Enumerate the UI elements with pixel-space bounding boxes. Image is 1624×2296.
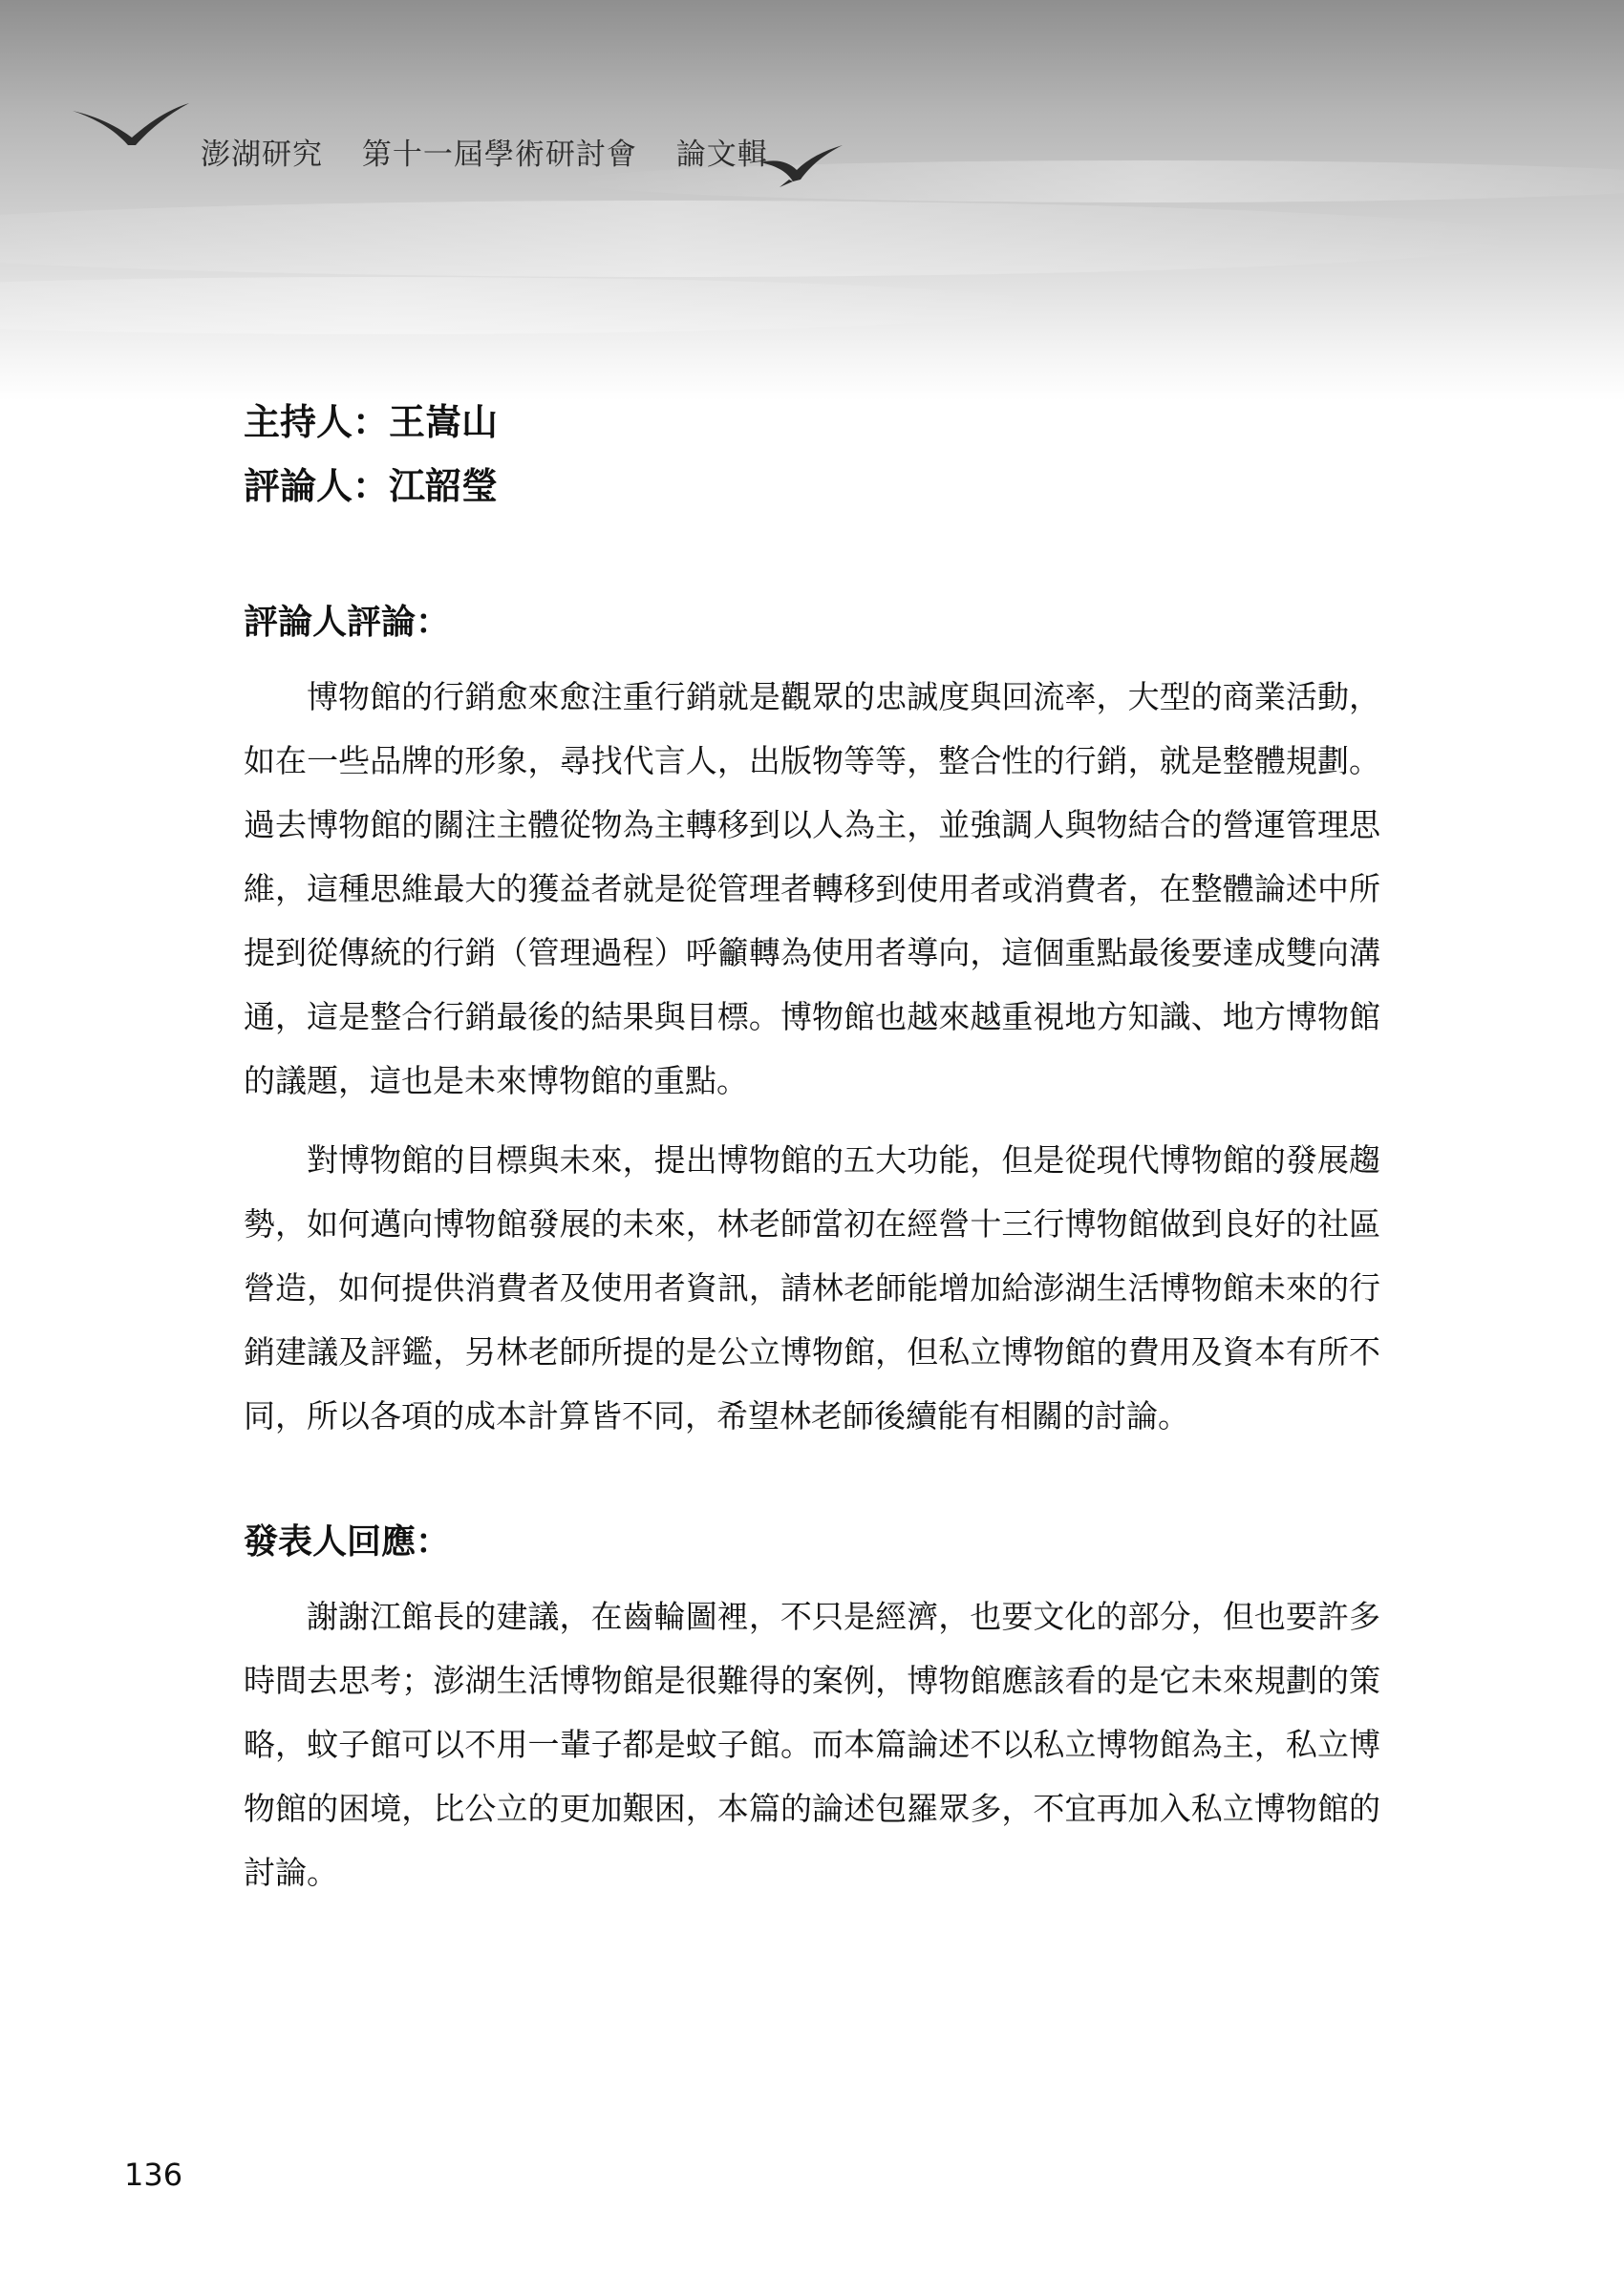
- running-head: [201, 130, 768, 173]
- discussant-line: 評論人：江韶瑩: [244, 464, 499, 508]
- volume-title: 論文輯: [675, 138, 768, 172]
- page-header-banner: [0, 0, 1624, 401]
- paragraph: 博物館的行銷愈來愈注重行銷就是觀眾的忠誠度與回流率，大型的商業活動，如在一些品牌的形象，尋找代言人，出版物等等，整合性的行銷，就是整體規劃。過去博物館的關注主體從物為主轉移到以人為主，並強調人與物結合的營運管理思維，這種思維最大的獲益者就是從管理者轉移到使用者或消費者，在整體論述中所提到從傳統的行銷（管理過程）呼籲轉為使用者導向，這個重點最後要達成雙向溝通，這是整合行銷最後的結果與目標。博物館也越來越重視地方知識、地方博物館的議題，這也是未來博物館的重點。: [244, 678, 1380, 1100]
- conference-title: 第十一屆學術研討會: [361, 138, 637, 172]
- section-heading: 發表人回應：: [244, 1521, 451, 1563]
- journal-title: 澎湖研究: [201, 138, 323, 172]
- sky-sea-texture: [0, 0, 1624, 401]
- seagull-icon: [69, 97, 193, 155]
- section-discussant-comments: [244, 595, 1380, 1448]
- page-number: 136: [124, 2157, 183, 2193]
- section-presenter-response: [244, 1515, 1380, 1904]
- section-heading: 評論人評論：: [244, 602, 451, 643]
- paragraph: 謝謝江館長的建議，在齒輪圖裡，不只是經濟，也要文化的部分，但也要許多時間去思考；澎湖生活博物館是很難得的案例，博物館應該看的是它未來規劃的策略，蚊子館可以不用一輩子都是蚊子館。而本篇論述不以私立博物館為主，私立博物館的困境，比公立的更加艱困，本篇的論述包羅眾多，不宜再加入私立博物館的討論。: [244, 1598, 1380, 1892]
- chair-line: 主持人：王嵩山: [244, 400, 499, 443]
- paragraph: 對博物館的目標與未來，提出博物館的五大功能，但是從現代博物館的發展趨勢，如何邁向博物館發展的未來，林老師當初在經營十三行博物館做到良好的社區營造，如何提供消費者及使用者資訊，請林老師能增加給澎湖生活博物館未來的行銷建議及評鑑，另林老師所提的是公立博物館，但私立博物館的費用及資本有所不同，所以各項的成本計算皆不同，希望林老師後續能有相關的討論。: [244, 1141, 1380, 1435]
- page-body: [244, 396, 1380, 1920]
